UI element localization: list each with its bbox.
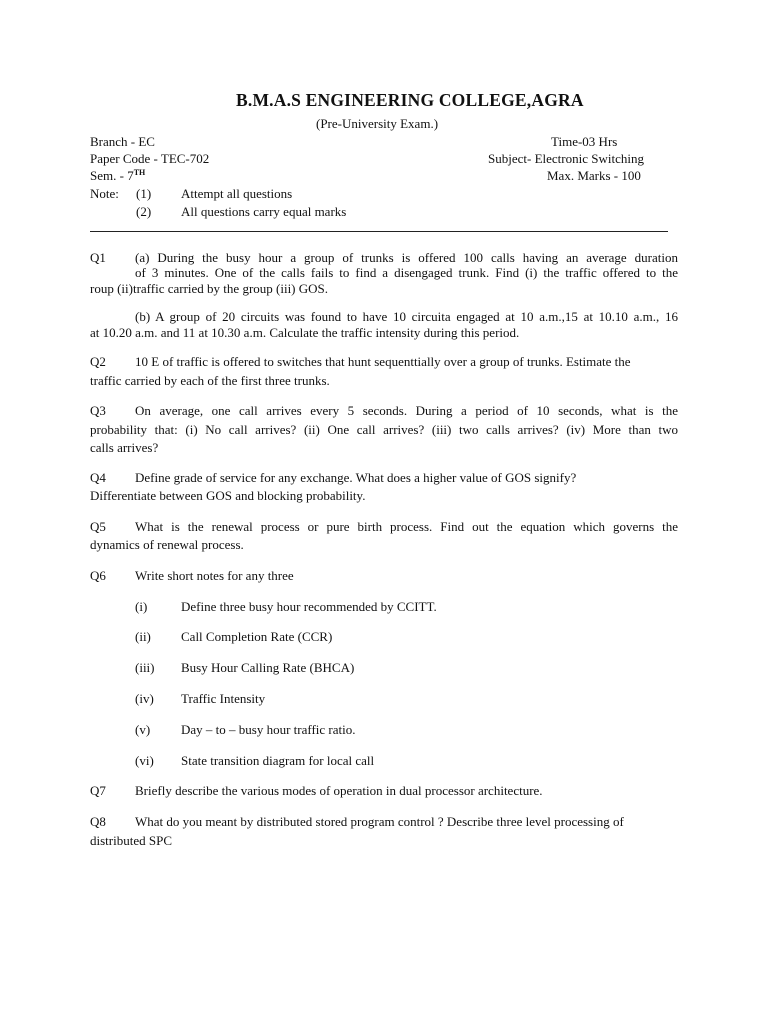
question-text: Write short notes for any three xyxy=(135,568,294,583)
question-text: Differentiate between GOS and blocking probability. xyxy=(90,488,366,503)
question-text: probability that: (i) No call arrives? (ii) One call arrives? (iii) two calls arrives? (iv) More than two xyxy=(90,422,678,437)
header-divider xyxy=(90,231,668,232)
question-text: distributed SPC xyxy=(90,833,172,848)
question-number: Q5 xyxy=(90,519,106,534)
question-text: 10 E of traffic is offered to switches that hunt sequenttially over a group of trunks. Estimate the xyxy=(135,354,631,369)
question-text: (b) A group of 20 circuits was found to have 10 circuita engaged at 10 a.m.,15 at 10.10 a.m., 16 xyxy=(135,309,678,324)
question-number: Q7 xyxy=(90,783,106,798)
item-text: Day – to – busy hour traffic ratio. xyxy=(181,722,356,737)
item-text: State transition diagram for local call xyxy=(181,753,375,768)
college-title: B.M.A.S ENGINEERING COLLEGE,AGRA xyxy=(236,90,584,110)
branch: Branch - EC xyxy=(90,134,155,149)
question-number: Q8 xyxy=(90,814,106,829)
question-text: of 3 minutes. One of the calls fails to find a disengaged trunk. Find (i) the traffic offered to the xyxy=(135,265,678,280)
question-text: at 10.20 a.m. and 11 at 10.30 a.m. Calculate the traffic intensity during this period. xyxy=(90,325,520,340)
note-text: All questions carry equal marks xyxy=(181,204,347,219)
item-number: (iii) xyxy=(135,660,155,675)
paper-code: Paper Code - TEC-702 xyxy=(90,151,210,166)
item-text: Traffic Intensity xyxy=(181,691,266,706)
item-text: Define three busy hour recommended by CCITT. xyxy=(181,599,437,614)
semester xyxy=(90,167,145,184)
note-number: (2) xyxy=(136,204,152,219)
question-number: Q1 xyxy=(90,250,106,265)
question-text: Briefly describe the various modes of operation in dual processor architecture. xyxy=(135,783,543,798)
note-text: Attempt all questions xyxy=(181,186,293,201)
question-number: Q2 xyxy=(90,354,106,369)
subject: Subject- Electronic Switching xyxy=(488,151,644,166)
semester-superscript: TH xyxy=(133,168,146,177)
question-text: (a) During the busy hour a group of trunks is offered 100 calls having an average duration xyxy=(135,250,678,265)
exam-type: (Pre-University Exam.) xyxy=(316,116,439,131)
question-text: calls arrives? xyxy=(90,440,159,455)
item-number: (v) xyxy=(135,722,151,737)
question-text: What do you meant by distributed stored program control ? Describe three level processing of xyxy=(135,814,624,829)
max-marks: Max. Marks - 100 xyxy=(547,168,641,183)
question-text: Define grade of service for any exchange. What does a higher value of GOS signify? xyxy=(135,470,577,485)
item-text: Call Completion Rate (CCR) xyxy=(181,629,333,644)
time: Time-03 Hrs xyxy=(551,134,618,149)
question-text: What is the renewal process or pure birth process. Find out the equation which governs the xyxy=(135,519,678,534)
question-number: Q3 xyxy=(90,403,106,418)
question-text: roup (ii)traffic carried by the group (iii) GOS. xyxy=(90,281,329,296)
item-number: (iv) xyxy=(135,691,154,706)
item-number: (i) xyxy=(135,599,148,614)
question-number: Q6 xyxy=(90,568,106,583)
note-number: (1) xyxy=(136,186,152,201)
question-text: On average, one call arrives every 5 seconds. During a period of 10 seconds, what is the xyxy=(135,403,678,418)
item-text: Busy Hour Calling Rate (BHCA) xyxy=(181,660,355,675)
item-number: (ii) xyxy=(135,629,151,644)
question-number: Q4 xyxy=(90,470,106,485)
question-text: traffic carried by each of the first three trunks. xyxy=(90,373,330,388)
note-label: Note: xyxy=(90,186,119,201)
question-text: dynamics of renewal process. xyxy=(90,537,244,552)
semester-text: Sem. - 7 xyxy=(90,168,134,183)
item-number: (vi) xyxy=(135,753,154,768)
